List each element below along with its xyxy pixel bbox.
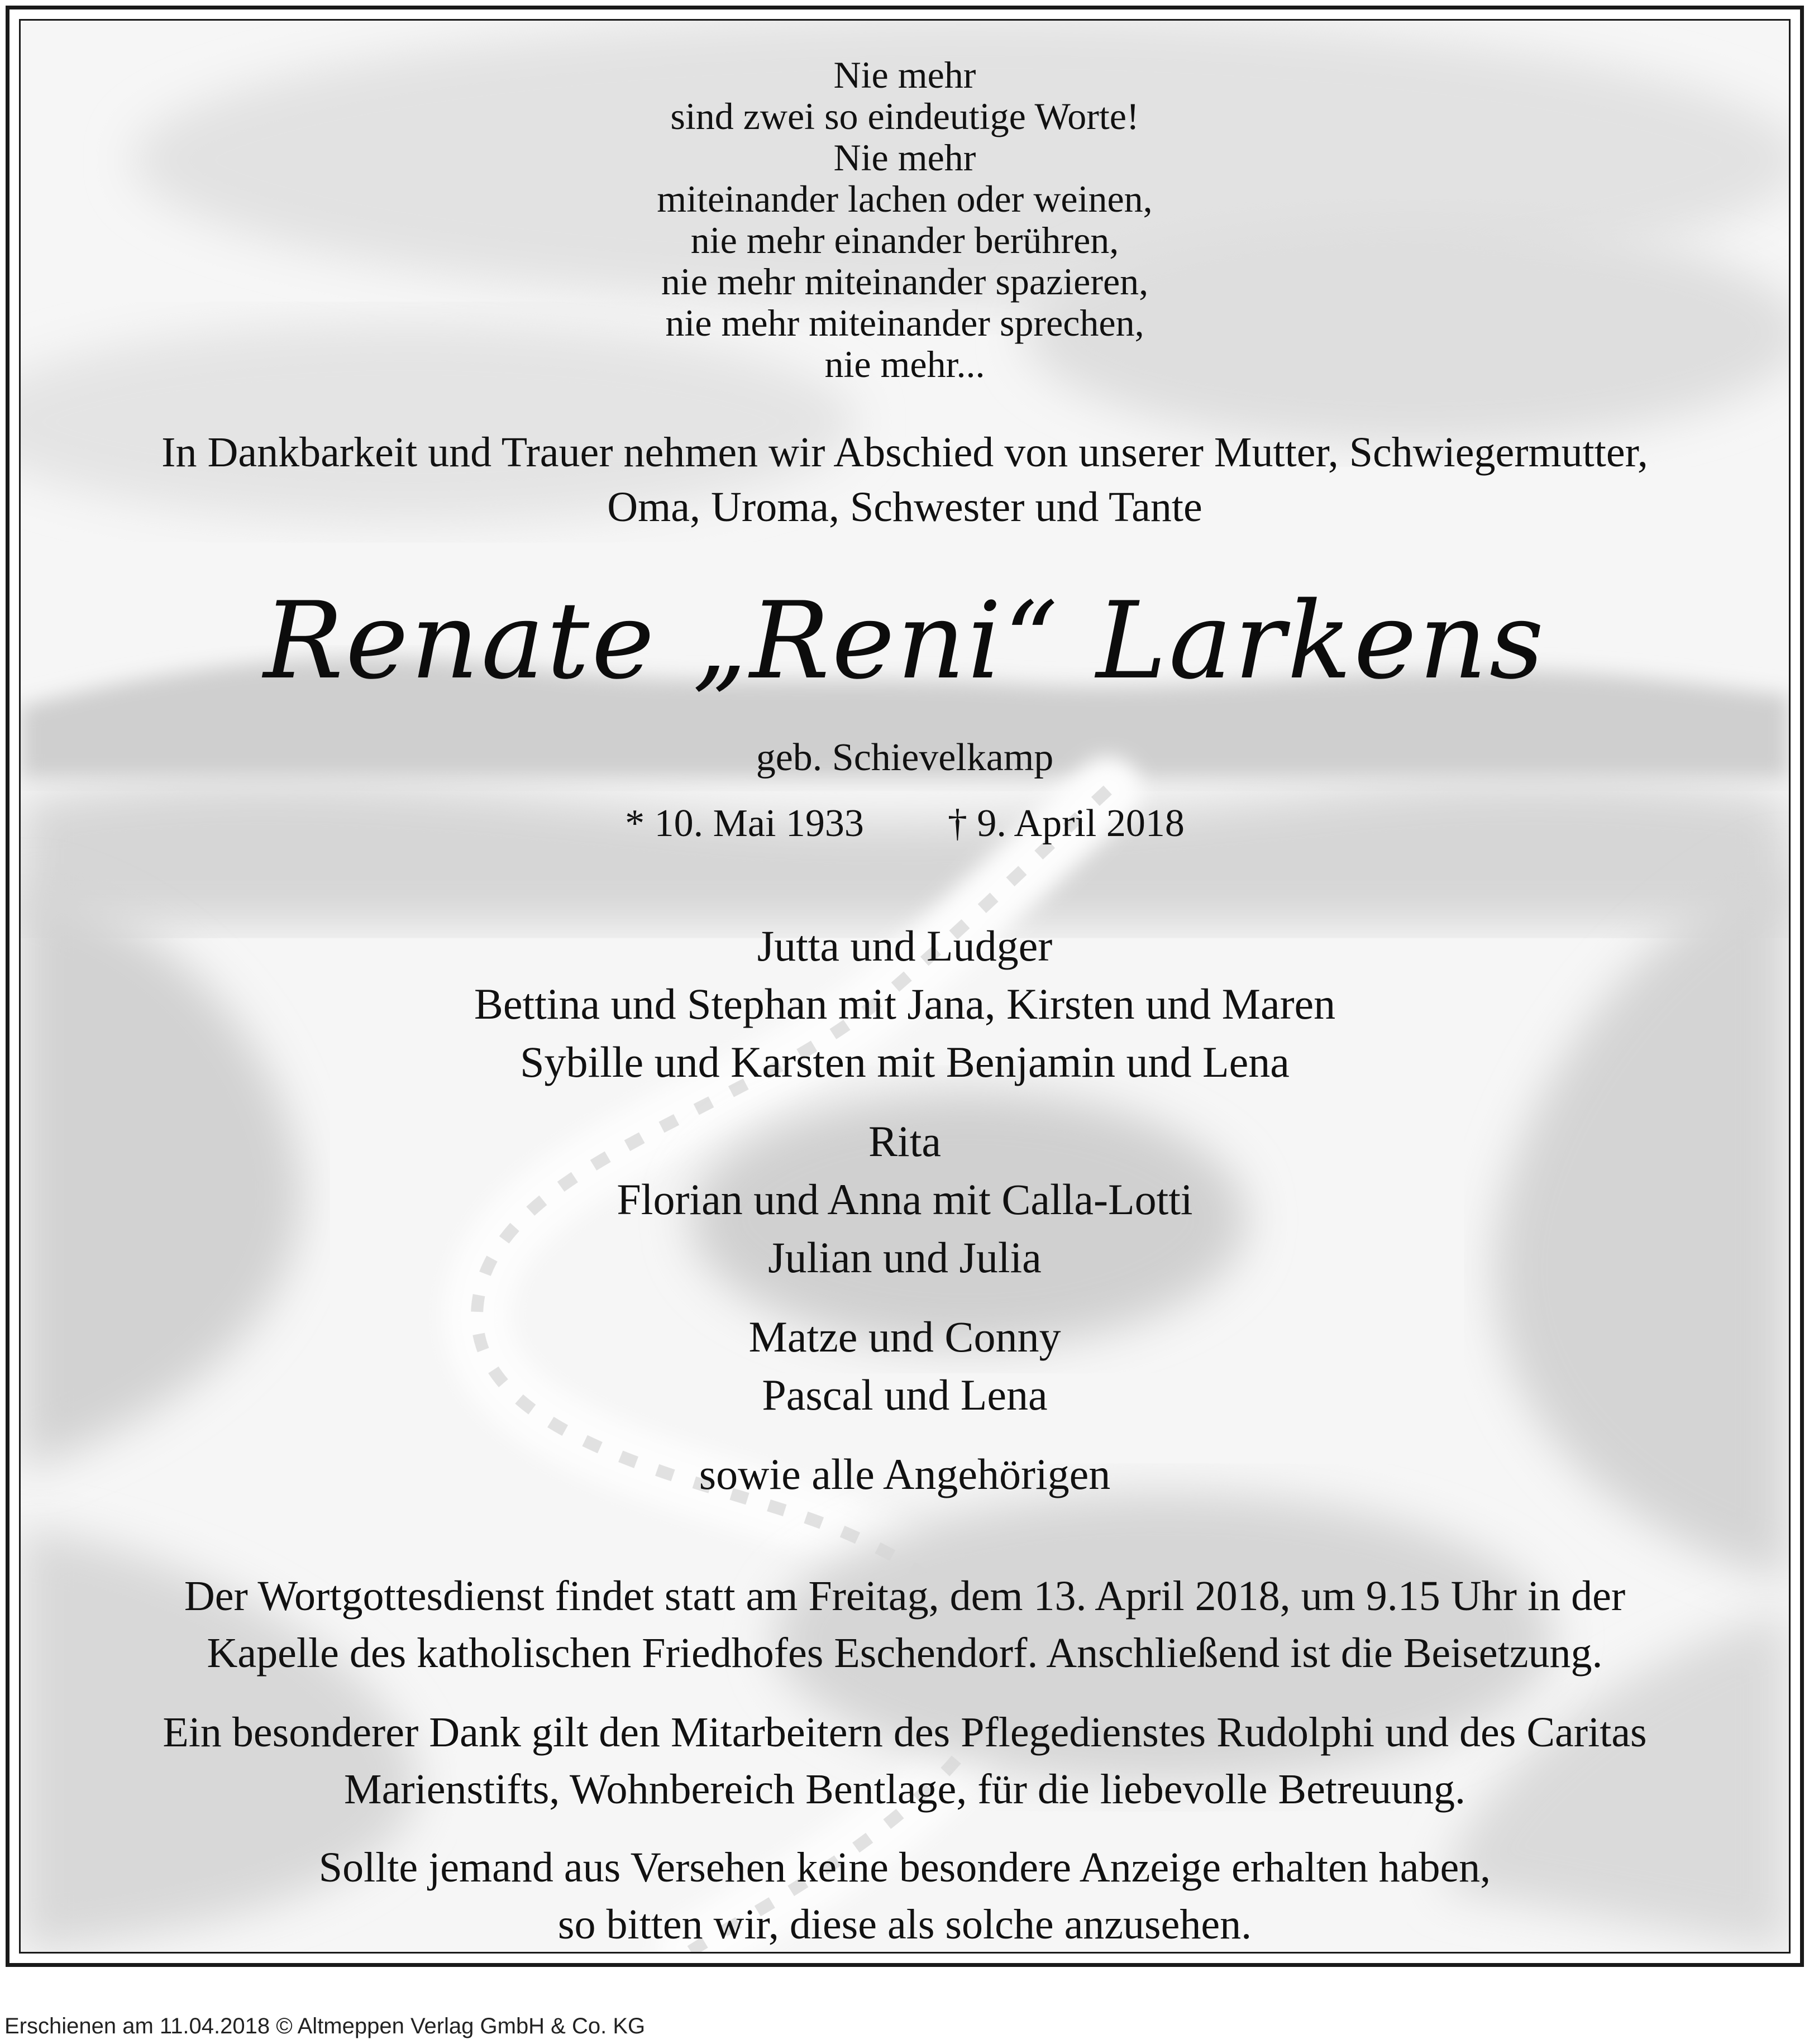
poem-line: Nie mehr [833, 54, 976, 96]
thanks-line: Ein besonderer Dank gilt den Mitarbeitern des Pflegedienstes Rudolphi und des Caritas [163, 1709, 1647, 1756]
death-date: † 9. April 2018 [947, 802, 1185, 845]
obituary-panel [19, 19, 1791, 1954]
family-line: Sybille und Karsten mit Benjamin und Lena [520, 1038, 1290, 1086]
service-line: Kapelle des katholischen Friedhofes Eschendorf. Anschließend ist die Beisetzung. [207, 1630, 1603, 1677]
poem-line: miteinander lachen oder weinen, [657, 178, 1153, 220]
publication-footer: Erschienen am 11.04.2018 © Altmeppen Verlag GmbH & Co. KG [4, 2014, 646, 2038]
poem-line: nie mehr miteinander sprechen, [665, 302, 1144, 344]
poem-line: nie mehr... [824, 343, 985, 385]
closing-line: so bitten wir, diese als solche anzusehen. [557, 1901, 1252, 1948]
family-line: Bettina und Stephan mit Jana, Kirsten und Maren [474, 980, 1336, 1028]
obituary-text [21, 21, 1789, 1952]
family-line: Pascal und Lena [762, 1370, 1048, 1419]
family-line: Matze und Conny [748, 1312, 1061, 1361]
poem-line: Nie mehr [833, 136, 976, 179]
family-line: Florian und Anna mit Calla-Lotti [617, 1175, 1193, 1224]
service-line: Der Wortgottesdienst findet statt am Freitag, dem 13. April 2018, um 9.15 Uhr in der [184, 1573, 1626, 1620]
family-line: Jutta und Ludger [757, 921, 1053, 970]
family-line: Julian und Julia [768, 1233, 1042, 1282]
thanks-line: Marienstifts, Wohnbereich Bentlage, für die liebevolle Betreuung. [344, 1766, 1465, 1813]
poem-line: nie mehr einander berühren, [690, 219, 1119, 261]
poem-line: nie mehr miteinander spazieren, [661, 260, 1149, 303]
family-line: sowie alle Angehörigen [699, 1450, 1111, 1498]
family-line: Rita [868, 1117, 941, 1166]
intro-line: In Dankbarkeit und Trauer nehmen wir Abschied von unserer Mutter, Schwiegermutter, [161, 429, 1648, 476]
birth-name: geb. Schievelkamp [756, 736, 1054, 779]
closing-line: Sollte jemand aus Versehen keine besondere Anzeige erhalten haben, [318, 1844, 1491, 1891]
poem-line: sind zwei so eindeutige Worte! [670, 95, 1139, 137]
deceased-name: Renate „Reni“ Larkens [263, 579, 1546, 703]
life-dates [21, 801, 1789, 846]
birth-date: * 10. Mai 1933 [625, 802, 864, 845]
intro-line: Oma, Uroma, Schwester und Tante [607, 484, 1202, 531]
